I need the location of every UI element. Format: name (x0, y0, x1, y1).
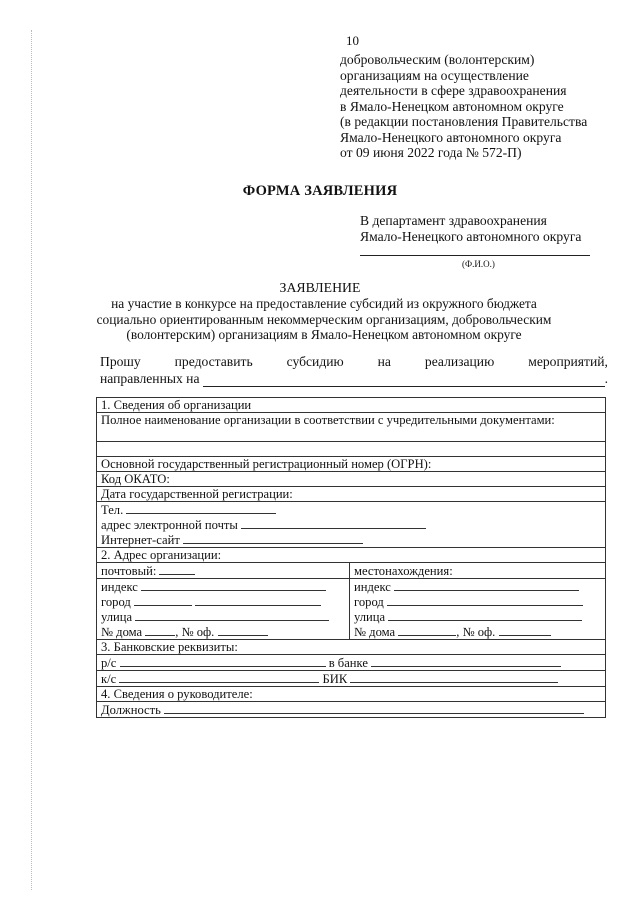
postal-street-field[interactable] (97, 609, 350, 624)
header-line: деятельности в сфере здравоохранения (340, 83, 567, 98)
document-header (340, 52, 640, 161)
okato-label: Код ОКАТО: (101, 472, 170, 486)
city-label: город (354, 595, 384, 609)
full-name-input[interactable] (97, 442, 606, 457)
city-input-line[interactable] (195, 594, 321, 606)
request-word: субсидию (286, 354, 344, 369)
statement-subtitle (92, 296, 556, 343)
street-input-line[interactable] (388, 609, 582, 621)
application-form-table (96, 397, 606, 718)
position-label: Должность (101, 703, 161, 717)
reg-date-field[interactable] (97, 487, 606, 502)
section-2-title: 2. Адрес организации: (97, 548, 606, 563)
street-input-line[interactable] (135, 609, 329, 621)
scan-margin-mark (31, 30, 32, 890)
postal-city-field[interactable] (97, 594, 350, 609)
tel-input-line[interactable] (126, 502, 276, 514)
header-line: от 09 июня 2022 года № 572-П) (340, 145, 522, 160)
section-4-title: 4. Сведения о руководителе: (97, 687, 606, 702)
header-line: (в редакции постановления Правительства (340, 114, 588, 129)
tel-label: Тел. (101, 503, 124, 517)
location-label: местонахождения: (354, 564, 453, 578)
email-field[interactable] (97, 517, 606, 532)
purpose-input-line[interactable] (203, 374, 604, 387)
bik-input-line[interactable] (350, 671, 558, 683)
position-input-line[interactable] (164, 702, 584, 714)
location-index-field[interactable] (350, 579, 606, 595)
office-input-line[interactable] (499, 624, 551, 636)
location-city-field[interactable] (350, 594, 606, 609)
full-name-field[interactable] (97, 413, 606, 442)
header-line: добровольческим (волонтерским) (340, 52, 535, 67)
request-label: направленных на (100, 370, 200, 386)
subtitle-line: социально ориентированным некоммерческим организациям, добровольческим (96, 311, 552, 327)
office-label: , № оф. (175, 625, 215, 639)
header-line: Ямало-Ненецкого автономного округа (340, 129, 562, 145)
reg-date-label: Дата государственной регистрации: (101, 487, 293, 501)
website-input-line[interactable] (183, 532, 363, 544)
office-input-line[interactable] (218, 624, 268, 636)
full-name-label: Полное наименование организации в соответствии с учредительными документами: (101, 413, 555, 427)
email-label: адрес электронной почты (101, 518, 238, 532)
email-input-line[interactable] (241, 517, 426, 529)
header-line: организациям на осуществление (340, 67, 529, 83)
request-word: предоставить (174, 354, 253, 369)
position-field[interactable] (97, 702, 606, 718)
request-word: реализацию (424, 354, 495, 369)
statement-title: ЗАЯВЛЕНИЕ (279, 280, 361, 295)
subtitle-line: (волонтерским) организациям в Ямало-Ненецком автономном округе (126, 327, 522, 342)
okato-field[interactable] (97, 472, 606, 487)
rs-label: р/с (101, 656, 117, 670)
addressee-block (360, 213, 581, 245)
addressee-line: В департамент здравоохранения (360, 213, 547, 228)
fio-signature-line[interactable] (360, 255, 590, 256)
tel-field[interactable] (97, 502, 606, 518)
postal-address-header (97, 563, 350, 579)
street-label: улица (354, 610, 386, 624)
city-input-line[interactable] (387, 594, 583, 606)
index-input-line[interactable] (394, 579, 579, 591)
ogrn-field[interactable] (97, 457, 606, 472)
city-label: город (101, 595, 131, 609)
bank-input-line[interactable] (371, 655, 561, 667)
postal-input-line[interactable] (159, 563, 195, 575)
request-word: Прошу (100, 354, 141, 369)
section-1-title: 1. Сведения об организации (97, 398, 606, 413)
request-word: мероприятий, (528, 354, 608, 369)
postal-index-field[interactable] (97, 579, 350, 595)
index-label: индекс (354, 580, 391, 594)
office-label: , № оф. (456, 625, 496, 639)
subtitle-line: на участие в конкурсе на предоставление субсидий из окружного бюджета (111, 296, 537, 311)
website-field[interactable] (97, 532, 606, 548)
house-label: № дома (354, 625, 396, 639)
section-3-title: 3. Банковские реквизиты: (97, 640, 606, 655)
postal-label: почтовый: (101, 564, 157, 578)
request-end: . (604, 370, 608, 386)
request-word: на (377, 354, 391, 369)
ks-input-line[interactable] (119, 671, 319, 683)
house-label: № дома (101, 625, 143, 639)
street-label: улица (101, 610, 133, 624)
ogrn-label: Основной государственный регистрационный номер (ОГРН): (101, 457, 432, 471)
location-street-field[interactable] (350, 609, 606, 624)
index-label: индекс (101, 580, 138, 594)
corr-account-row[interactable] (97, 671, 606, 687)
header-line: в Ямало-Ненецком автономном округе (340, 98, 564, 114)
rs-input-line[interactable] (120, 655, 326, 667)
ks-label: к/с (101, 672, 117, 686)
city-input-line[interactable] (134, 594, 192, 606)
page-number: 10 (346, 33, 359, 48)
fio-caption: (Ф.И.О.) (462, 259, 495, 269)
location-house-field[interactable] (350, 624, 606, 640)
website-label: Интернет-сайт (101, 533, 180, 547)
bik-label: БИК (322, 672, 348, 686)
location-address-header (350, 563, 606, 579)
postal-house-field[interactable] (97, 624, 350, 640)
form-title: ФОРМА ЗАЯВЛЕНИЯ (242, 183, 398, 199)
index-input-line[interactable] (141, 579, 326, 591)
house-input-line[interactable] (145, 624, 175, 636)
account-row[interactable] (97, 655, 606, 671)
request-paragraph (100, 354, 608, 387)
bank-label: в банке (328, 656, 368, 670)
house-input-line[interactable] (398, 624, 456, 636)
addressee-line: Ямало-Ненецкого автономного округа (360, 229, 582, 244)
